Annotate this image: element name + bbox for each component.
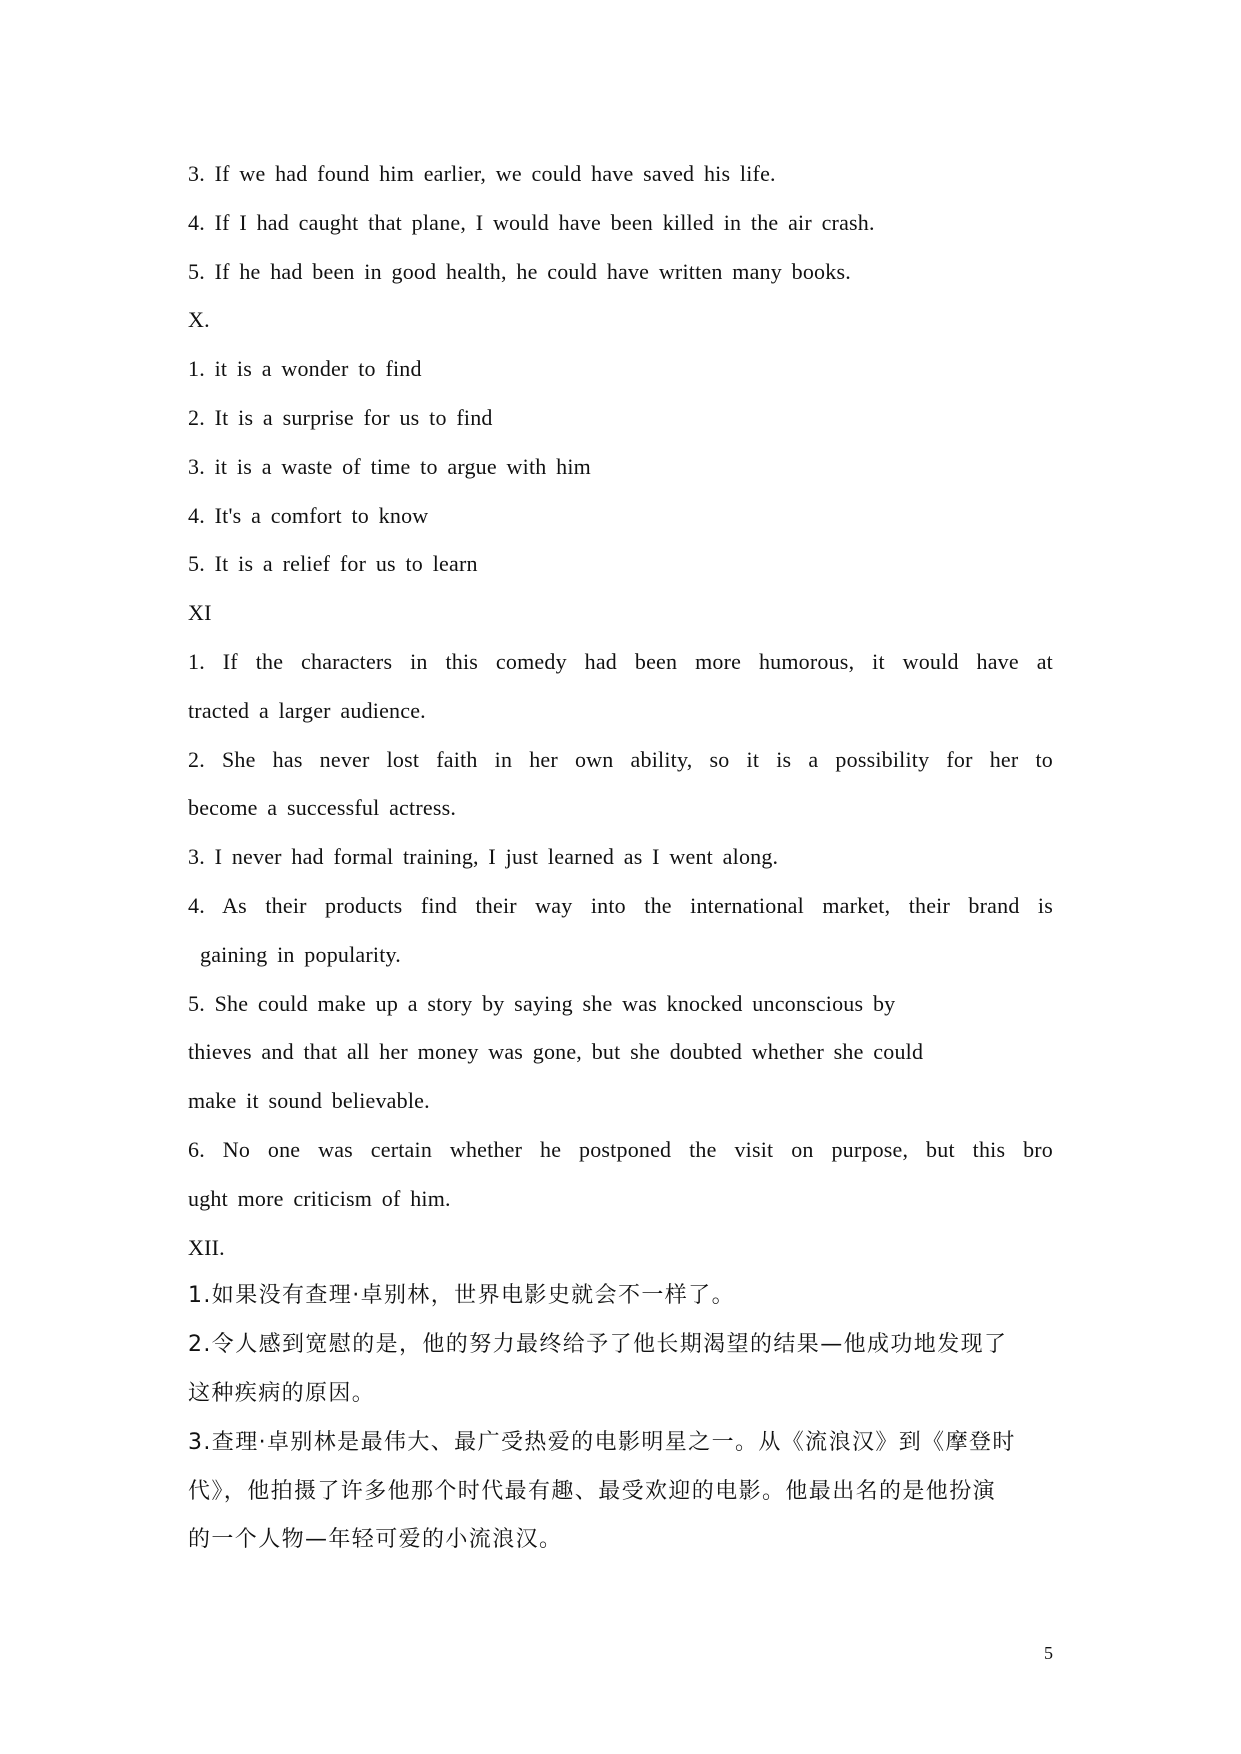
answer-line: ught more criticism of him. — [188, 1186, 451, 1211]
answer-line: gaining in popularity. — [200, 942, 402, 967]
answer-line: 1. it is a wonder to find — [188, 356, 422, 381]
answer-line: 6. No one was certain whether he postponed the visit on purpose, but this bro — [188, 1137, 1053, 1162]
answer-line: 3. I never had formal training, I just learned as I went along. — [188, 844, 779, 869]
translation-line: 2.令人感到宽慰的是，他的努力最终给予了他长期渴望的结果—他成功地发现了 — [188, 1332, 1008, 1357]
translation-line: 这种疾病的原因。 — [188, 1381, 376, 1406]
answer-line: 3. it is a waste of time to argue with him — [188, 454, 591, 479]
section-heading: XII. — [188, 1235, 225, 1260]
section-heading: XI — [188, 600, 212, 625]
answer-line: 4. As their products find their way into the international market, their brand is — [188, 893, 1053, 918]
translation-line: 代》，他拍摄了许多他那个时代最有趣、最受欢迎的电影。他最出名的是他扮演 — [188, 1479, 997, 1504]
answer-line: become a successful actress. — [188, 795, 457, 820]
translation-line: 1.如果没有查理·卓别林，世界电影史就会不一样了。 — [188, 1283, 735, 1308]
answer-line: 5. She could make up a story by saying she was knocked unconscious by — [188, 991, 896, 1016]
answer-line: 3. If we had found him earlier, we could have saved his life. — [188, 161, 776, 186]
page-number: 5 — [1044, 1643, 1053, 1663]
translation-line: 的一个人物—年轻可爱的小流浪汉。 — [188, 1527, 563, 1552]
section-heading: X. — [188, 307, 210, 332]
answer-line: 4. It's a comfort to know — [188, 503, 429, 528]
answer-line: 5. If he had been in good health, he could have written many books. — [188, 259, 851, 284]
answer-line: 4. If I had caught that plane, I would have been killed in the air crash. — [188, 210, 875, 235]
answer-line: make it sound believable. — [188, 1088, 430, 1113]
answer-line: 5. It is a relief for us to learn — [188, 551, 478, 576]
answer-line: 2. It is a surprise for us to find — [188, 405, 493, 430]
answer-line: 2. She has never lost faith in her own ability, so it is a possibility for her to — [188, 747, 1053, 772]
answer-line: tracted a larger audience. — [188, 698, 426, 723]
answer-line: 1. If the characters in this comedy had been more humorous, it would have at — [188, 649, 1053, 674]
answer-line: thieves and that all her money was gone, but she doubted whether she could — [188, 1039, 924, 1064]
translation-line: 3.查理·卓别林是最伟大、最广受热爱的电影明星之一。从《流浪汉》到《摩登时 — [188, 1430, 1016, 1455]
